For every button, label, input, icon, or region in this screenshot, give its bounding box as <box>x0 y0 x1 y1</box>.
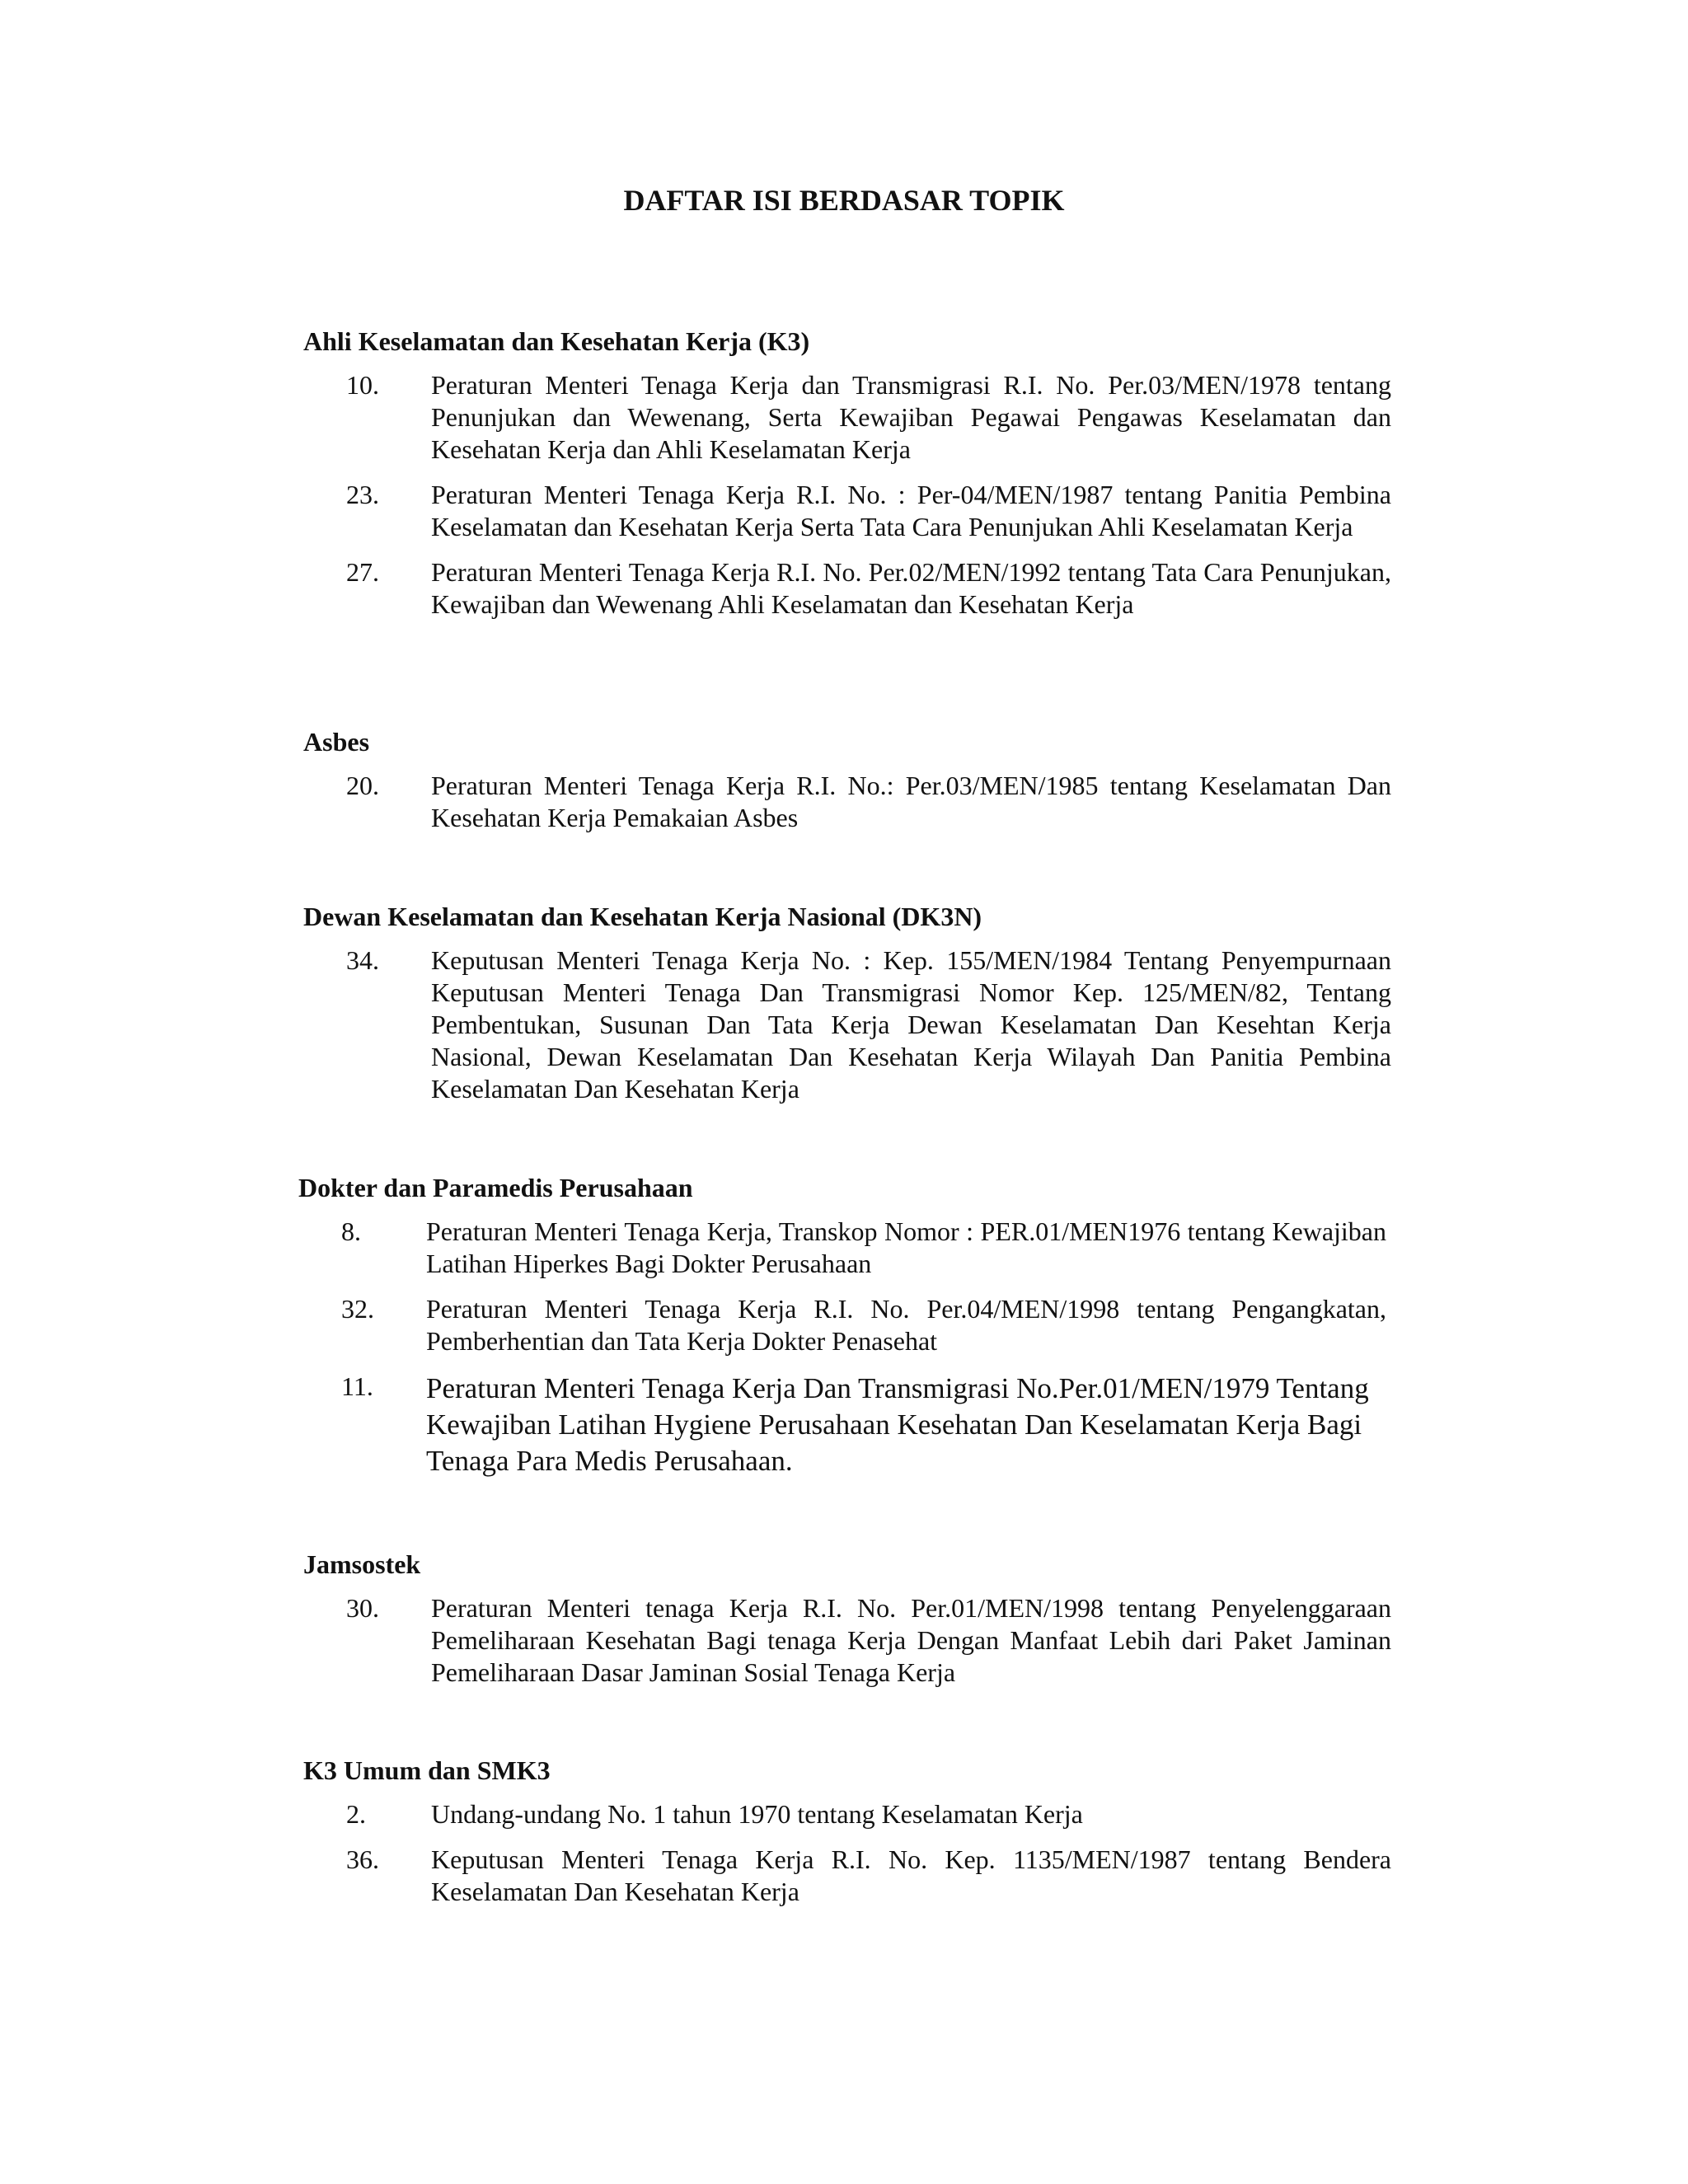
entry-text: Keputusan Menteri Tenaga Kerja R.I. No. Kep. 1135/MEN/1987 tentang Bendera Keselamatan Dan Kesehatan Kerja <box>431 1844 1391 1906</box>
entry-number: 36. <box>346 1844 379 1874</box>
list-item <box>303 944 1391 1105</box>
list-item <box>298 1371 1386 1479</box>
list-item <box>298 1216 1386 1280</box>
entry-text: Peraturan Menteri Tenaga Kerja dan Transmigrasi R.I. No. Per.03/MEN/1978 tentang Penunjukan dan Wewenang, Serta Kewajiban Pegawai Pengawas Keselamatan dan Kesehatan Kerja dan Ahli Keselamatan Kerja <box>431 370 1391 464</box>
section-jamsostek <box>303 1548 1391 1702</box>
entry-text: Keputusan Menteri Tenaga Kerja No. : Kep. 155/MEN/1984 Tentang Penyempurnaan Keputusan Menteri Tenaga Dan Transmigrasi Nomor Kep. 125/MEN/82, Tentang Pembentukan, Susunan Dan Tata Kerja Dewan Keselamatan Dan Kesehtan Kerja Nasional, Dewan Keselamatan Dan Kesehatan Kerja Wilayah Dan Panitia Pembina Keselamatan Dan Kesehatan Kerja <box>431 945 1391 1104</box>
entry-text: Peraturan Menteri Tenaga Kerja R.I. No. Per.02/MEN/1992 tentang Tata Cara Penunjukan, Kewajiban dan Wewenang Ahli Keselamatan dan Kesehatan Kerja <box>431 557 1391 619</box>
entry-number: 20. <box>346 771 379 800</box>
section-heading: Jamsostek <box>303 1549 421 1579</box>
entry-number: 10. <box>346 370 379 400</box>
list-item <box>303 1844 1391 1908</box>
page-title: DAFTAR ISI BERDASAR TOPIK <box>623 184 1065 217</box>
section-ahli-k3 <box>303 325 1391 634</box>
section-dokter-paramedis <box>298 1171 1386 1493</box>
section-asbes <box>303 725 1391 847</box>
entry-number: 23. <box>346 480 379 509</box>
entry-number: 34. <box>346 945 379 975</box>
entry-text: Peraturan Menteri Tenaga Kerja R.I. No. : Per-04/MEN/1987 tentang Panitia Pembina Keselamatan dan Kesehatan Kerja Serta Tata Cara Penunjukan Ahli Keselamatan Kerja <box>431 480 1391 541</box>
list-item <box>303 556 1391 621</box>
section-heading: Dewan Keselamatan dan Kesehatan Kerja Nasional (DK3N) <box>303 902 982 931</box>
list-item <box>303 1592 1391 1689</box>
section-heading: Ahli Keselamatan dan Kesehatan Kerja (K3) <box>303 326 810 356</box>
list-item <box>303 479 1391 543</box>
list-item <box>303 1798 1391 1830</box>
entry-text: Undang-undang No. 1 tahun 1970 tentang Keselamatan Kerja <box>431 1799 1083 1829</box>
section-heading: K3 Umum dan SMK3 <box>303 1755 551 1785</box>
list-item <box>298 1293 1386 1357</box>
list-item <box>303 770 1391 834</box>
entry-number: 11. <box>341 1371 373 1401</box>
section-heading: Asbes <box>303 727 370 757</box>
entry-text: Peraturan Menteri tenaga Kerja R.I. No. Per.01/MEN/1998 tentang Penyelenggaraan Pemeliharaan Kesehatan Bagi tenaga Kerja Dengan Manfaat Lebih dari Paket Jaminan Pemeliharaan Dasar Jaminan Sosial Tenaga Kerja <box>431 1593 1391 1687</box>
entry-text: Peraturan Menteri Tenaga Kerja, Transkop Nomor : PER.01/MEN1976 tentang Kewajiban Latihan Hiperkes Bagi Dokter Perusahaan <box>426 1216 1386 1278</box>
list-item <box>303 369 1391 466</box>
entry-number: 30. <box>346 1593 379 1623</box>
entry-text: Peraturan Menteri Tenaga Kerja R.I. No.: Per.03/MEN/1985 tentang Keselamatan Dan Kesehatan Kerja Pemakaian Asbes <box>431 771 1391 832</box>
entry-text: Peraturan Menteri Tenaga Kerja R.I. No. Per.04/MEN/1998 tentang Pengangkatan, Pemberhentian dan Tata Kerja Dokter Penasehat <box>426 1294 1386 1356</box>
entry-number: 2. <box>346 1799 366 1829</box>
section-dk3n <box>303 900 1391 1118</box>
entry-number: 27. <box>346 557 379 587</box>
section-k3-umum-smk3 <box>303 1754 1391 1921</box>
entry-text: Peraturan Menteri Tenaga Kerja Dan Transmigrasi No.Per.01/MEN/1979 Tentang Kewajiban Latihan Hygiene Perusahaan Kesehatan Dan Keselamatan Kerja Bagi Tenaga Para Medis Perusahaan. <box>426 1372 1369 1477</box>
entry-number: 8. <box>341 1216 361 1246</box>
entry-number: 32. <box>341 1294 374 1324</box>
section-heading: Dokter dan Paramedis Perusahaan <box>298 1173 693 1202</box>
